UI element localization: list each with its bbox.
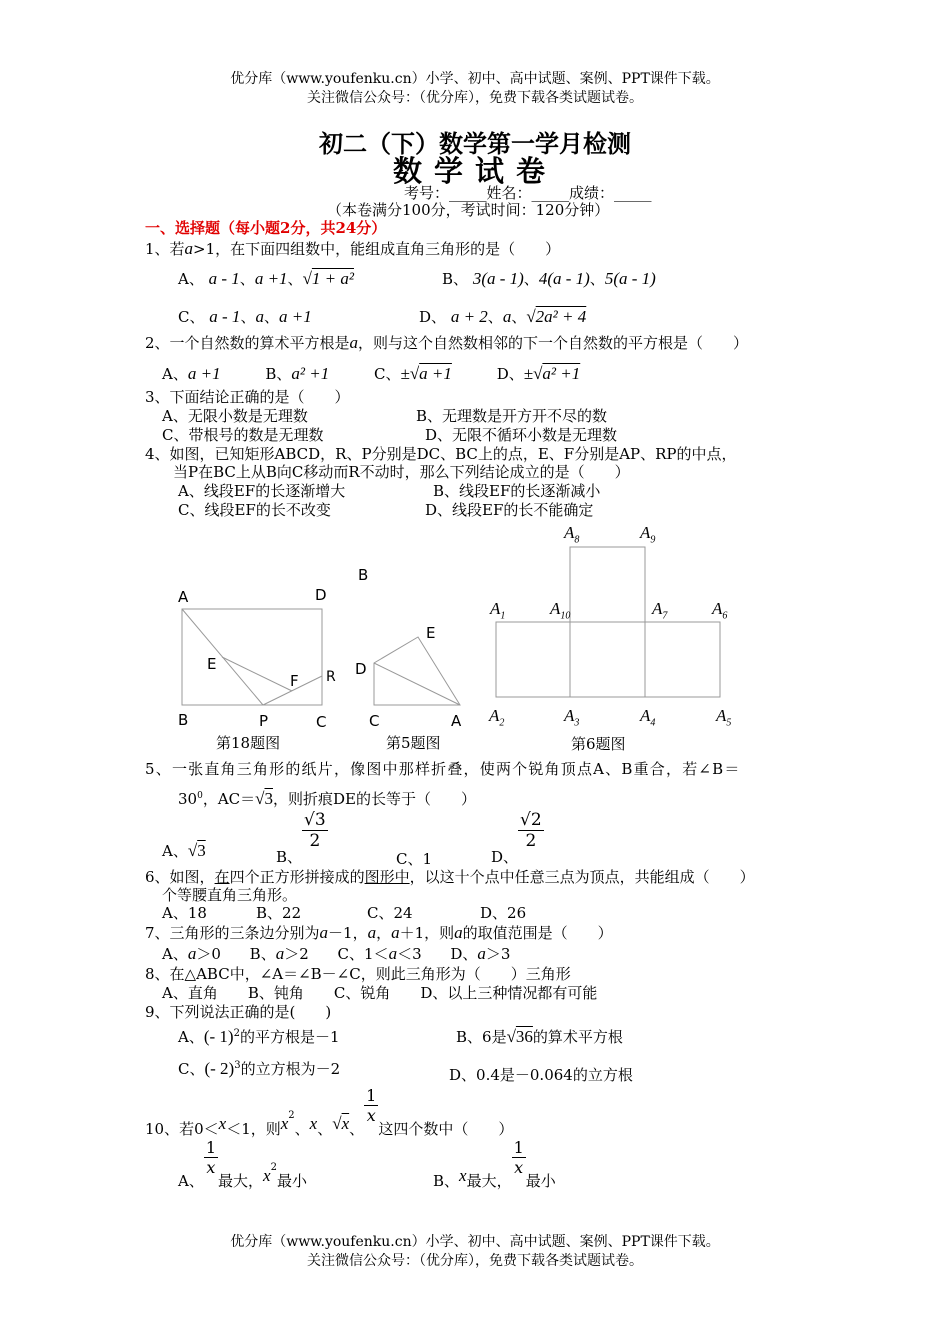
- q1-a-2: a +1: [254, 269, 288, 288]
- q5-a: 3: [197, 841, 206, 860]
- q7-v4: a: [454, 923, 463, 942]
- q4-stem-1: 4、如图，已知矩形ABCD，R、P分别是DC、BC上的点，E、F分别是AP、RP的中点，: [145, 445, 737, 463]
- q10-e1: x: [280, 1114, 289, 1133]
- q10-a-den: x: [206, 1158, 216, 1177]
- q1-d-3-radicand: 2a² + 4: [535, 307, 587, 326]
- q5-stem-1: 5、一张直角三角形的纸片，像图中那样折叠，使两个锐角顶点A、B重合，若∠B＝: [145, 760, 741, 778]
- fig3-a5-sub: 5: [726, 717, 732, 729]
- q2-d: a² +1: [542, 364, 581, 383]
- fig1-line-ef: [222, 657, 292, 691]
- fig3-a3-sub: 3: [574, 717, 580, 729]
- q1-c-sep1: 、: [240, 308, 256, 326]
- q4-stem-2: 当P在BC上从B向C移动而R不动时，那么下列结论成立的是（ ）: [173, 463, 630, 481]
- q2-a: a +1: [187, 364, 221, 383]
- q1-a-sep1: 、: [239, 270, 255, 288]
- fig3-a1-sub: 1: [500, 610, 506, 622]
- q1-c-1: a - 1: [209, 307, 241, 326]
- fig2-label-e: E: [426, 624, 436, 642]
- q1-c-2: a: [255, 307, 264, 326]
- q3-c: C、带根号的数是无理数: [162, 426, 324, 444]
- q7-stem-e: 的取值范围是（ ）: [462, 924, 613, 942]
- fig3-label-a8: [564, 523, 579, 545]
- fig3-a6-sub: 6: [722, 610, 728, 622]
- q10-e1-sup: 2: [288, 1110, 295, 1121]
- q5-c: C、1: [396, 850, 433, 868]
- footer-line-2: 关注微信公众号：（优分库），免费下载各类试题试卷。: [307, 1253, 643, 1269]
- q10-option-b: [433, 1138, 556, 1191]
- fig1-label-a: A: [178, 588, 189, 606]
- q1-b-sep1: 、: [523, 270, 539, 288]
- fig3-a2-letter: A: [489, 706, 500, 725]
- q1-stem-b: >1，在下面四组数中，能组成直角三角形的是（ ）: [193, 240, 561, 258]
- q7-c-label: C、1＜: [337, 945, 389, 963]
- fig3-a6-letter: A: [712, 599, 723, 618]
- fig3-label-a9: [640, 523, 655, 545]
- fig2-label-d: D: [355, 660, 367, 678]
- q9-c-label: C、: [178, 1060, 205, 1078]
- fig2-label-c: C: [369, 712, 380, 730]
- fig1-rect: [182, 609, 322, 705]
- q7-a-label: A、: [162, 945, 188, 963]
- fig3-label-a4: [640, 706, 655, 728]
- header-line-1: 优分库（www.youfenku.cn）小学、初中、高中试题、案例、PPT课件下载。: [230, 71, 720, 87]
- q5-stem-2c: ，则折痕DE的长等于（ ）: [272, 790, 476, 808]
- fig3-caption: 第6题图: [571, 735, 626, 753]
- q9-c-sup: 3: [234, 1060, 241, 1071]
- q5-stem-2b: ，AC＝: [202, 790, 256, 808]
- q9-a-expr: (- 1): [203, 1027, 234, 1046]
- q7-b: ＞2: [284, 945, 309, 963]
- q5-d-label: D、: [491, 848, 519, 866]
- q1-d-sep1: 、: [487, 308, 503, 326]
- fig3-a4-sub: 4: [650, 717, 656, 729]
- q5-a-label: A、: [162, 842, 188, 860]
- q4-a: A、线段EF的长逐渐增大: [178, 482, 346, 500]
- q2-c-pm: ±: [400, 364, 410, 383]
- q7-stem-d: ＋1，则: [399, 924, 455, 942]
- figure-triangle: [374, 637, 460, 705]
- q6-b: B、22: [256, 904, 302, 922]
- q7-d: ＞3: [485, 945, 511, 963]
- q9-option-c: [178, 1058, 340, 1079]
- q3-b: B、无理数是开方开不尽的数: [416, 407, 608, 425]
- q1-b-3: 5(a - 1): [604, 269, 656, 288]
- q7-stem-b: －1，: [328, 924, 368, 942]
- q7-b-label: B、: [249, 945, 276, 963]
- q7-v3: a: [391, 923, 400, 942]
- q10-b-mid: 最大，: [466, 1172, 512, 1190]
- q6-stem-1b: 四个正方形拼接成的: [229, 868, 365, 886]
- q9-d: D、0.4是－0.064的立方根: [449, 1066, 633, 1084]
- q7-d-label: D、: [450, 945, 478, 963]
- q7-d-v: a: [477, 944, 486, 963]
- q7-stem-c: ，: [376, 924, 392, 942]
- q5-stem-2-sup: 0: [197, 791, 203, 801]
- q10-sep2: 、: [317, 1120, 333, 1138]
- q10-a-sup: 2: [270, 1162, 277, 1173]
- q5-d-num: √2: [520, 810, 542, 830]
- q4-b: B、线段EF的长逐渐减小: [433, 482, 601, 500]
- exam-note: （本卷满分100分，考试时间：120分钟）: [327, 201, 610, 219]
- q5-option-a: A、√3: [162, 841, 206, 860]
- header-line-2: 关注微信公众号：（优分库），免费下载各类试题试卷。: [307, 90, 643, 106]
- fig3-a3-letter: A: [564, 706, 575, 725]
- fig3-label-a1: [490, 599, 505, 621]
- q6-stem-1a: 6、如图，: [145, 868, 215, 886]
- q1-b-2: 4(a - 1): [538, 269, 590, 288]
- q10-a-num: 1: [205, 1138, 217, 1157]
- q10-b-den: x: [514, 1158, 524, 1177]
- q5-root: 3: [264, 789, 273, 808]
- exam-info: 考号：_____姓名：_____成绩：_____: [404, 184, 652, 202]
- q8-options: A、直角 B、钝角 C、锐角 D、以上三种情况都有可能: [162, 984, 598, 1002]
- fig3-a2-sub: 2: [499, 717, 505, 729]
- fig3-a9-letter: A: [640, 523, 651, 542]
- fig2-quad: [374, 637, 460, 705]
- q10-stem: 10、若0＜x＜1，则$x^2$、x、√x、 $\frac{1}{x}$ 这四个数中（ ）: [145, 1086, 514, 1138]
- q9-a-label: A、: [178, 1028, 204, 1046]
- q1-d-sep2: 、: [511, 308, 527, 326]
- q3-stem: 3、下面结论正确的是（ ）: [145, 388, 350, 406]
- q2-stem-a: 2、一个自然数的算术平方根是: [145, 334, 350, 352]
- q9-c: 的立方根为－2: [240, 1060, 341, 1078]
- fig3-a7-sub: 7: [662, 610, 668, 622]
- fig1-label-b: B: [178, 711, 189, 729]
- section-heading: 一、选择题（每小题2分，共24分）: [145, 219, 387, 237]
- q1-b-label: B、: [442, 270, 469, 288]
- fig3-a5-letter: A: [716, 706, 727, 725]
- q10-e2: x: [309, 1114, 318, 1133]
- q7-b-v: a: [275, 944, 285, 963]
- fig1-label-p: P: [259, 712, 269, 730]
- fig3-label-a7: [652, 599, 667, 621]
- q1-a-label: A、: [178, 270, 204, 288]
- q7-stem: [145, 922, 613, 943]
- q7-stem-a: 7、三角形的三条边分别为: [145, 924, 320, 942]
- q1-d-1: a + 2: [450, 307, 488, 326]
- q5-b-label: B、: [276, 848, 303, 866]
- q4-c: C、线段EF的长不改变: [178, 501, 331, 519]
- q2-a-label: A、: [162, 365, 188, 383]
- q7-v1: a: [319, 923, 329, 942]
- q1-b-sep2: 、: [589, 270, 605, 288]
- q10-b-end: 最小: [525, 1172, 556, 1190]
- q10-sep1: 、: [294, 1120, 310, 1138]
- q1-c-3: a +1: [278, 307, 312, 326]
- fig3-a10-letter: A: [550, 599, 561, 618]
- fig1-label-d: D: [315, 586, 327, 604]
- fig2-label-a: A: [451, 712, 462, 730]
- q9-b-root: 36: [515, 1027, 533, 1046]
- q10-e4-den: x: [366, 1106, 376, 1125]
- fig2-caption: 第5题图: [386, 734, 441, 752]
- q6-stem-1u1: 在: [214, 868, 230, 886]
- fig1-label-c: C: [316, 713, 327, 731]
- fig1-label-r: R: [326, 669, 336, 685]
- q2-b-label: B、: [265, 365, 292, 383]
- q7-options: [162, 943, 510, 964]
- q10-stem-c: 这四个数中（ ）: [378, 1120, 514, 1138]
- q2-d-pm: ±: [523, 364, 534, 383]
- fig2-label-b: B: [358, 566, 369, 584]
- q7-a-v: a: [187, 944, 197, 963]
- q5-stem-2: $30^0$，AC＝√3，则折痕DE的长等于（ ）: [178, 789, 476, 808]
- q10-v1: x: [218, 1114, 227, 1133]
- exam-subtitle: 数学试卷: [392, 154, 557, 188]
- q9-c-expr: (- 2): [204, 1059, 235, 1078]
- fig3-a4-letter: A: [640, 706, 651, 725]
- fig3-label-a10: [550, 599, 570, 621]
- q6-stem-2: 个等腰直角三角形。: [162, 886, 298, 904]
- fig1-label-f: F: [290, 672, 299, 690]
- q10-a-mid: 最大，: [218, 1172, 264, 1190]
- q10-option-a: [178, 1138, 307, 1191]
- q10-b-num: 1: [513, 1138, 524, 1157]
- q9-option-a: [178, 1026, 340, 1047]
- q5-d-den: 2: [525, 831, 537, 851]
- q10-e3: x: [341, 1114, 350, 1133]
- figure-squares: [496, 547, 723, 697]
- q5-option-d: [491, 810, 544, 867]
- fig3-label-a3: [564, 706, 579, 728]
- q1-d-3: √2a² + 4: [526, 307, 587, 326]
- q3-a: A、无限小数是无理数: [162, 407, 308, 425]
- q2-options: A、a +1 B、a² +1 C、±√a +1 D、±√a² +1: [162, 364, 581, 383]
- q7-c: ＜3: [397, 945, 422, 963]
- q10-b-label: B、: [433, 1172, 460, 1190]
- fig3-top-square: [570, 547, 645, 622]
- q6-c: C、24: [367, 904, 413, 922]
- q9-b-label: B、6是: [456, 1028, 507, 1046]
- q6-stem-1c: ，以这十个点中任意三点为顶点，共能组成（ ）: [409, 868, 755, 886]
- q10-sep3: 、: [349, 1120, 365, 1138]
- fig1-caption: 第18题图: [216, 734, 281, 752]
- q10-a-label: A、: [178, 1172, 204, 1190]
- q1-a-1: a - 1: [208, 269, 240, 288]
- q1-d-label: D、: [419, 308, 447, 326]
- q5-b-den: 2: [309, 831, 321, 851]
- q2-c-label: C、: [374, 365, 401, 383]
- q10-stem-a: 10、若0＜: [145, 1120, 219, 1138]
- q5-b-num: √3: [304, 810, 326, 830]
- q10-b-x: x: [459, 1166, 467, 1185]
- exam-title: 初二（下）数学第一学月检测: [319, 129, 631, 158]
- q1-a-3-radicand: 1 + a²: [311, 269, 354, 288]
- q1-c-label: C、: [178, 308, 205, 326]
- q9-a-sup: 2: [233, 1028, 240, 1039]
- footer-line-1: 优分库（www.youfenku.cn）小学、初中、高中试题、案例、PPT课件下载。: [230, 1234, 720, 1250]
- q9-b: 的算术平方根: [532, 1028, 623, 1046]
- q10-a-end: 最小: [276, 1172, 307, 1190]
- fig3-a1-letter: A: [490, 599, 501, 618]
- q5-option-b: [276, 810, 328, 867]
- fig3-a9-sub: 9: [650, 534, 656, 546]
- q1-a-sep2: 、: [287, 270, 303, 288]
- fig3-label-a6: [712, 599, 727, 621]
- q2-d-label: D、: [496, 365, 524, 383]
- q10-stem-b: ＜1，则: [226, 1120, 281, 1138]
- q1-b-1: 3(a - 1): [472, 269, 524, 288]
- q6-d: D、26: [480, 904, 527, 922]
- q2-c: a +1: [419, 364, 452, 383]
- fig3-a8-sub: 8: [574, 534, 580, 546]
- fig3-label-a5: [716, 706, 731, 728]
- q5-stem-2a: 30: [178, 790, 198, 808]
- q3-d: D、无限不循环小数是无理数: [425, 426, 618, 444]
- fig3-a7-letter: A: [652, 599, 663, 618]
- fig3-label-a2: [489, 706, 504, 728]
- q6-stem-1u2: 图形中: [364, 868, 410, 886]
- q1-c-sep2: 、: [263, 308, 279, 326]
- q1-var: a: [184, 239, 194, 258]
- q1-stem-a: 1、若: [145, 240, 185, 258]
- q1-a-3: √1 + a²: [302, 269, 354, 288]
- fig3-bottom-rect: [496, 622, 720, 697]
- fig1-label-e: E: [207, 655, 217, 673]
- fig3-a10-sub: 10: [560, 610, 571, 622]
- q6-a: A、18: [162, 904, 207, 922]
- q10-e4-num: 1: [366, 1086, 377, 1105]
- q9-stem: 9、下列说法正确的是( ): [145, 1003, 332, 1021]
- q9-a: 的平方根是－1: [239, 1028, 340, 1046]
- q9-option-b: B、6是√36的算术平方根: [456, 1027, 623, 1046]
- q10-a-x: x: [263, 1166, 271, 1185]
- q7-c-v: a: [388, 944, 398, 963]
- q2-b: a² +1: [291, 364, 330, 383]
- q1-d-2: a: [502, 307, 512, 326]
- fig3-a8-letter: A: [564, 523, 575, 542]
- q2-stem-b: ，则与这个自然数相邻的下一个自然数的平方根是（ ）: [358, 334, 749, 352]
- q2-var: a: [349, 333, 359, 352]
- figure-rectangle: [182, 609, 322, 705]
- q7-a: ＞0: [196, 945, 221, 963]
- q8-stem: 8、在△ABC中，∠A＝∠B－∠C，则此三角形为（ ）三角形: [145, 965, 571, 983]
- q7-v2: a: [367, 923, 377, 942]
- q4-d: D、线段EF的长不能确定: [425, 501, 594, 519]
